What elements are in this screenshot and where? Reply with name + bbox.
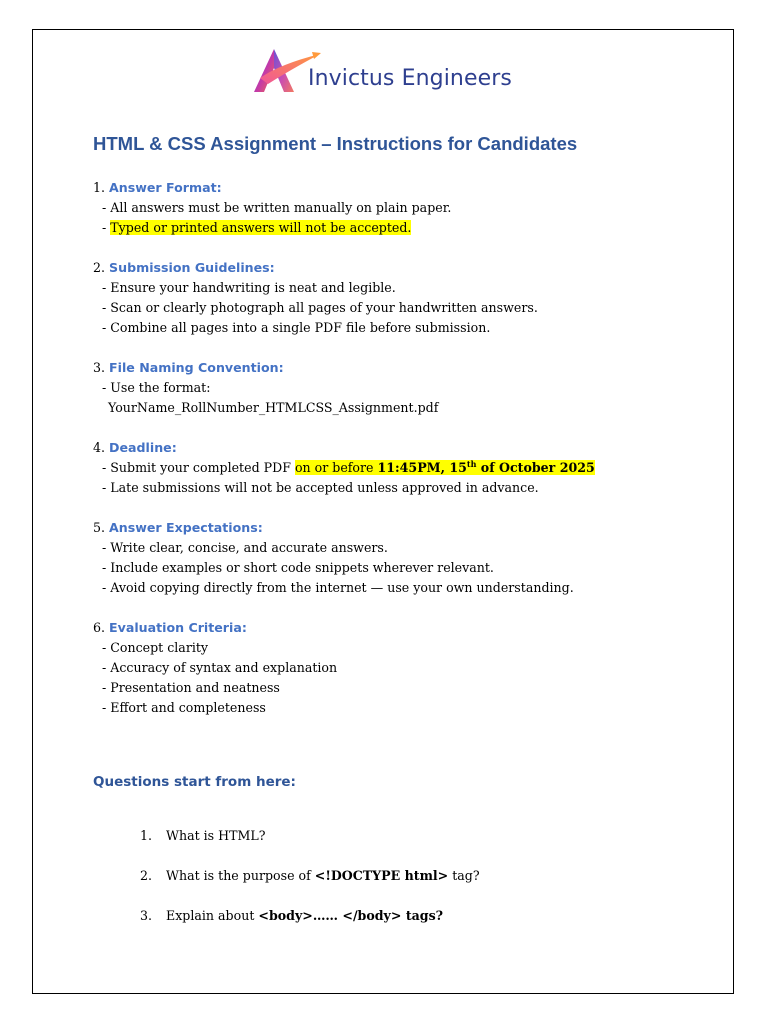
instruction-line: - Submit your completed PDF on or before 11:45PM, 15th of October 2025 (102, 458, 595, 475)
question-item (140, 866, 640, 886)
section-title: Answer Expectations: (109, 520, 263, 535)
section-answer-expectations (93, 518, 693, 598)
section-number: 2. (93, 260, 106, 275)
section-title: Answer Format: (109, 180, 222, 195)
question-item (140, 906, 640, 926)
instruction-line: - Late submissions will not be accepted unless approved in advance. (102, 480, 539, 495)
instruction-line: - Concept clarity (102, 640, 209, 655)
instruction-line: - Combine all pages into a single PDF file before submission. (102, 320, 491, 335)
section-number: 6. (93, 620, 106, 635)
question-number: 3. (140, 908, 153, 923)
highlighted-warning: Typed or printed answers will not be accepted. (110, 220, 412, 235)
section-heading (93, 618, 693, 638)
section-evaluation-criteria (93, 618, 693, 718)
instruction-line: - Accuracy of syntax and explanation (102, 660, 338, 675)
question-item (140, 826, 640, 846)
section-file-naming (93, 358, 693, 418)
section-heading (93, 518, 693, 538)
question-number: 2. (140, 868, 153, 883)
question-text: What is HTML? (166, 828, 266, 843)
document-title: HTML & CSS Assignment – Instructions for Candidates (93, 133, 578, 154)
section-title: File Naming Convention: (109, 360, 284, 375)
instruction-line: - Scan or clearly photograph all pages of your handwritten answers. (102, 300, 538, 315)
instruction-line: - Effort and completeness (102, 700, 266, 715)
section-heading (93, 258, 693, 278)
section-heading (93, 178, 693, 198)
questions-heading: Questions start from here: (93, 774, 296, 790)
instruction-line: - Presentation and neatness (102, 680, 280, 695)
section-number: 5. (93, 520, 106, 535)
section-answer-format (93, 178, 693, 238)
instructions-list (93, 178, 693, 738)
code-tag: <body>…… </body> tags? (258, 908, 444, 923)
instruction-line: - All answers must be written manually on plain paper. (102, 200, 452, 215)
brand-name: Invictus Engineers (308, 66, 512, 91)
question-number: 1. (140, 828, 153, 843)
section-title: Evaluation Criteria: (109, 620, 247, 635)
question-text: What is the purpose of <!DOCTYPE html> tag? (166, 868, 480, 883)
questions-list (140, 826, 640, 946)
deadline-datetime: 11:45PM, 15th of October 2025 (377, 458, 595, 475)
section-number: 4. (93, 440, 106, 455)
section-heading (93, 438, 693, 458)
section-number: 1. (93, 180, 106, 195)
section-title: Submission Guidelines: (109, 260, 275, 275)
instruction-line: - Use the format: (102, 380, 211, 395)
code-tag: <!DOCTYPE html> (314, 868, 449, 883)
instruction-line: - Write clear, concise, and accurate answers. (102, 540, 388, 555)
instruction-line: - Avoid copying directly from the internet — use your own understanding. (102, 580, 574, 595)
section-title: Deadline: (109, 440, 177, 455)
file-name-format: YourName_RollNumber_HTMLCSS_Assignment.pdf (108, 400, 439, 415)
question-text: Explain about <body>…… </body> tags? (166, 908, 444, 923)
section-heading (93, 358, 693, 378)
brand-logo (250, 46, 550, 96)
instruction-line: - Typed or printed answers will not be accepted. (102, 220, 412, 235)
deadline-highlight: on or before 11:45PM, 15th of October 2025 (294, 458, 595, 475)
instruction-line: - Ensure your handwriting is neat and legible. (102, 280, 396, 295)
section-number: 3. (93, 360, 106, 375)
section-deadline (93, 438, 693, 498)
section-submission-guidelines (93, 258, 693, 338)
instruction-line: - Include examples or short code snippets wherever relevant. (102, 560, 494, 575)
